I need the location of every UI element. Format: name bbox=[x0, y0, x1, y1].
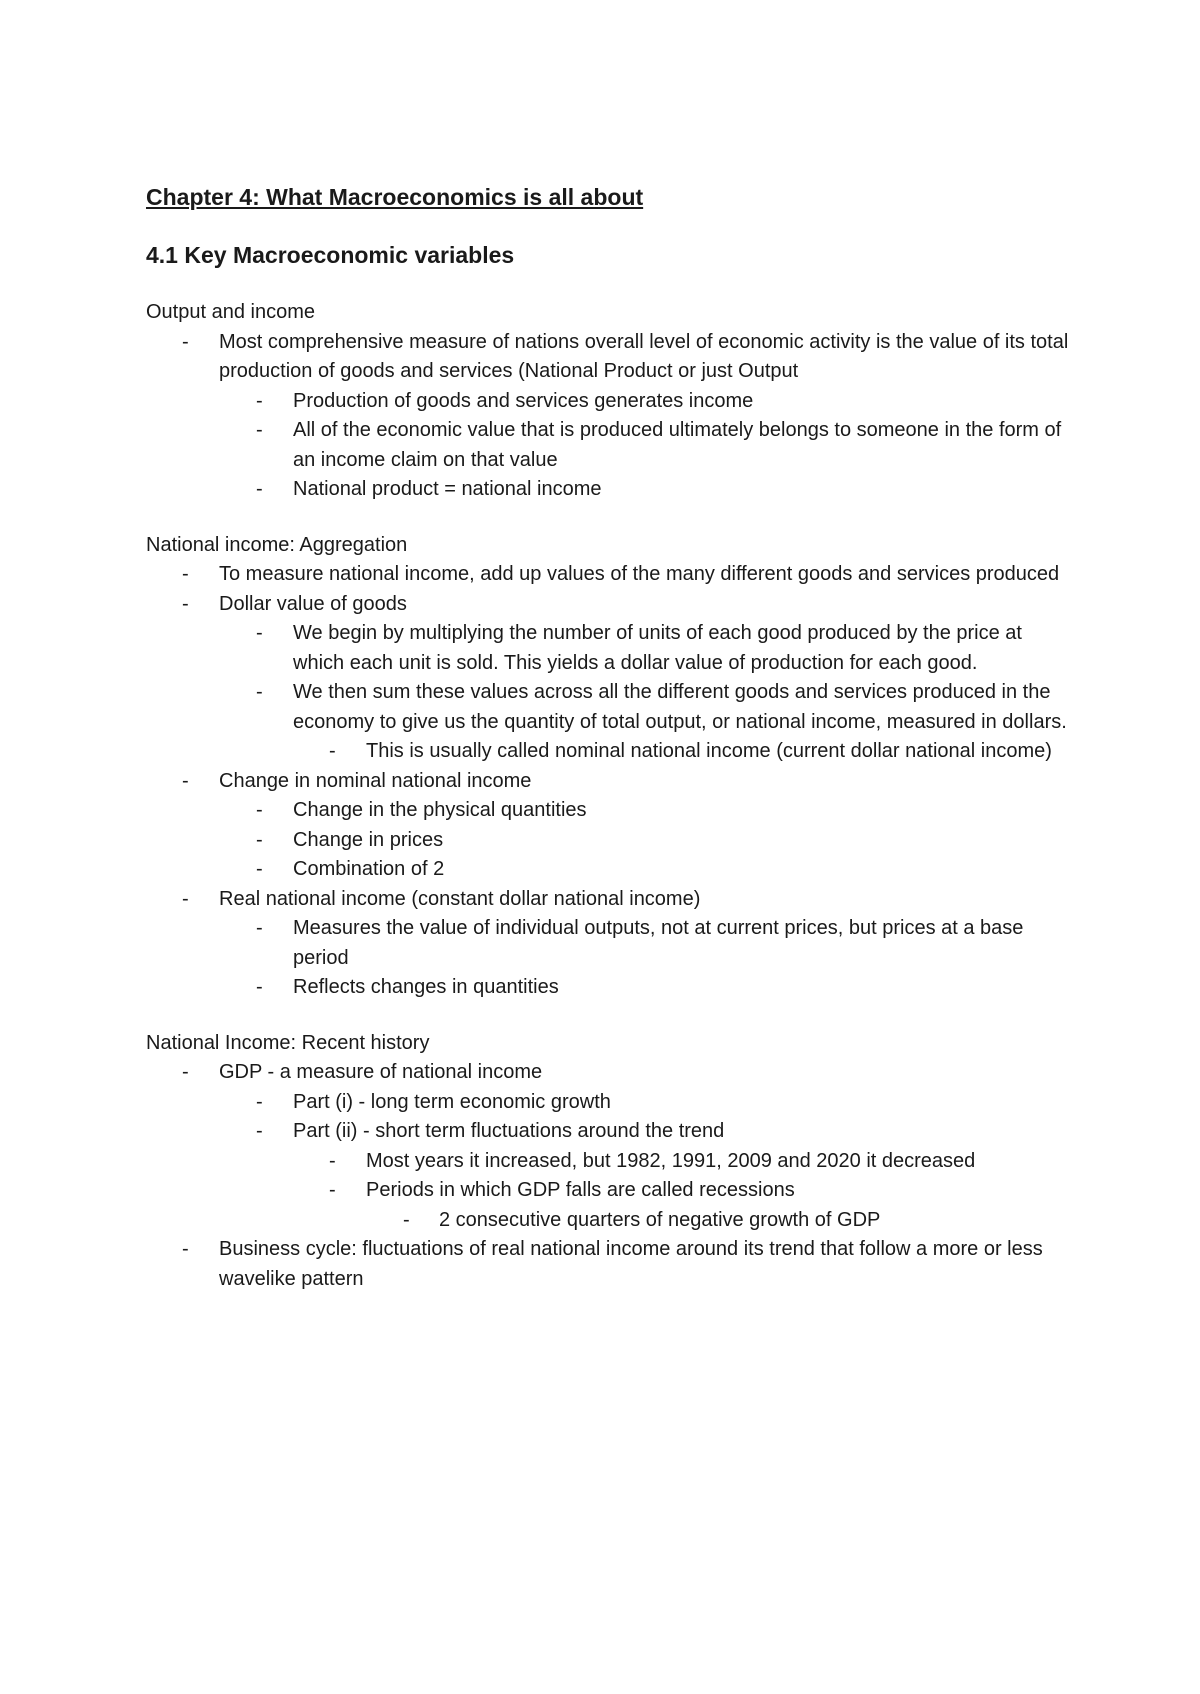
bullet-item bbox=[146, 1117, 1076, 1147]
bullet-item bbox=[146, 678, 1076, 737]
bullet-text: Combination of 2 bbox=[293, 858, 445, 880]
bullet-text: We begin by multiplying the number of units of each good produced by the price at which each unit is sold. This yields a dollar value of production for each good. bbox=[293, 622, 1022, 674]
bullet-text: We then sum these values across all the different goods and services produced in the economy to give us the quantity of total output, or national income, measured in dollars. bbox=[293, 681, 1067, 733]
bullet-list bbox=[146, 1058, 1076, 1294]
bullet-item bbox=[146, 1235, 1076, 1294]
bullet-item bbox=[146, 560, 1076, 590]
bullet-item bbox=[146, 1176, 1076, 1206]
bullet-text: Measures the value of individual outputs, not at current prices, but prices at a base period bbox=[293, 917, 1024, 969]
bullet-item bbox=[146, 826, 1076, 856]
bullet-item bbox=[146, 914, 1076, 973]
bullet-dash: - bbox=[182, 563, 189, 585]
bullet-dash: - bbox=[182, 1238, 189, 1260]
bullet-list bbox=[146, 560, 1076, 1003]
bullet-dash: - bbox=[182, 1061, 189, 1083]
bullet-dash: - bbox=[256, 389, 263, 412]
bullet-item bbox=[146, 1088, 1076, 1118]
bullet-text: This is usually called nominal national income (current dollar national income) bbox=[366, 740, 1052, 762]
bullet-text: GDP - a measure of national income bbox=[219, 1061, 543, 1083]
bullet-dash: - bbox=[329, 1179, 336, 1201]
section-title: 4.1 Key Macroeconomic variables bbox=[146, 242, 515, 268]
bullet-text: Change in nominal national income bbox=[219, 769, 532, 792]
bullet-item bbox=[146, 973, 1076, 1003]
bullet-dash: - bbox=[256, 622, 263, 644]
bullet-text: All of the economic value that is produced ultimately belongs to someone in the form of an income claim on that value bbox=[293, 419, 1062, 471]
bullet-text: Most comprehensive measure of nations overall level of economic activity is the value of its total production of goods and services (National Product or just Output bbox=[219, 330, 1069, 382]
bullet-item bbox=[146, 1206, 1076, 1236]
bullet-dash: - bbox=[182, 330, 189, 353]
topics-container bbox=[146, 298, 1076, 1294]
bullet-item bbox=[146, 328, 1076, 387]
topic-title: Output and income bbox=[146, 301, 315, 323]
bullet-text: Part (ii) - short term fluctuations around the trend bbox=[293, 1120, 725, 1142]
topic-title: National Income: Recent history bbox=[146, 1031, 430, 1054]
bullet-item bbox=[146, 590, 1076, 620]
bullet-item bbox=[146, 387, 1076, 417]
bullet-dash: - bbox=[256, 828, 263, 851]
bullet-text: To measure national income, add up values of the many different goods and services produced bbox=[219, 563, 1060, 585]
bullet-text: 2 consecutive quarters of negative growth of GDP bbox=[439, 1208, 881, 1231]
bullet-text: Real national income (constant dollar national income) bbox=[219, 887, 701, 910]
bullet-item bbox=[146, 1058, 1076, 1088]
bullet-dash: - bbox=[256, 976, 263, 998]
bullet-text: Dollar value of goods bbox=[219, 592, 407, 615]
bullet-text: Part (i) - long term economic growth bbox=[293, 1090, 611, 1113]
bullet-dash: - bbox=[182, 592, 189, 615]
bullet-item bbox=[146, 737, 1076, 767]
bullet-item bbox=[146, 619, 1076, 678]
bullet-text: Periods in which GDP falls are called recessions bbox=[366, 1179, 795, 1201]
bullet-dash: - bbox=[256, 1090, 263, 1113]
document-content bbox=[146, 180, 1076, 1294]
bullet-dash: - bbox=[256, 858, 263, 880]
bullet-dash: - bbox=[256, 1120, 263, 1142]
bullet-dash: - bbox=[256, 917, 263, 939]
bullet-item bbox=[146, 475, 1076, 505]
bullet-dash: - bbox=[182, 887, 189, 910]
bullet-item bbox=[146, 796, 1076, 826]
bullet-list bbox=[146, 328, 1076, 505]
bullet-text: Business cycle: fluctuations of real national income around its trend that follow a more or less wavelike pattern bbox=[219, 1238, 1043, 1290]
bullet-item bbox=[146, 885, 1076, 915]
bullet-dash: - bbox=[182, 769, 189, 792]
bullet-item bbox=[146, 855, 1076, 885]
bullet-dash: - bbox=[256, 419, 263, 441]
topic-section bbox=[146, 531, 1076, 1003]
bullet-item bbox=[146, 1147, 1076, 1177]
bullet-text: Change in prices bbox=[293, 828, 444, 851]
topic-section bbox=[146, 298, 1076, 505]
bullet-text: Production of goods and services generates income bbox=[293, 389, 754, 412]
bullet-text: Reflects changes in quantities bbox=[293, 976, 559, 998]
chapter-title: Chapter 4: What Macroeconomics is all about bbox=[146, 184, 644, 210]
bullet-dash: - bbox=[403, 1208, 410, 1231]
topic-title: National income: Aggregation bbox=[146, 533, 408, 556]
bullet-item bbox=[146, 416, 1076, 475]
bullet-dash: - bbox=[329, 740, 336, 762]
bullet-dash: - bbox=[329, 1149, 336, 1172]
bullet-dash: - bbox=[256, 681, 263, 703]
bullet-text: Change in the physical quantities bbox=[293, 799, 587, 821]
bullet-item bbox=[146, 767, 1076, 797]
topic-section bbox=[146, 1029, 1076, 1295]
bullet-dash: - bbox=[256, 799, 263, 821]
bullet-dash: - bbox=[256, 478, 263, 500]
bullet-text: National product = national income bbox=[293, 478, 602, 500]
bullet-text: Most years it increased, but 1982, 1991, 2009 and 2020 it decreased bbox=[366, 1149, 976, 1172]
